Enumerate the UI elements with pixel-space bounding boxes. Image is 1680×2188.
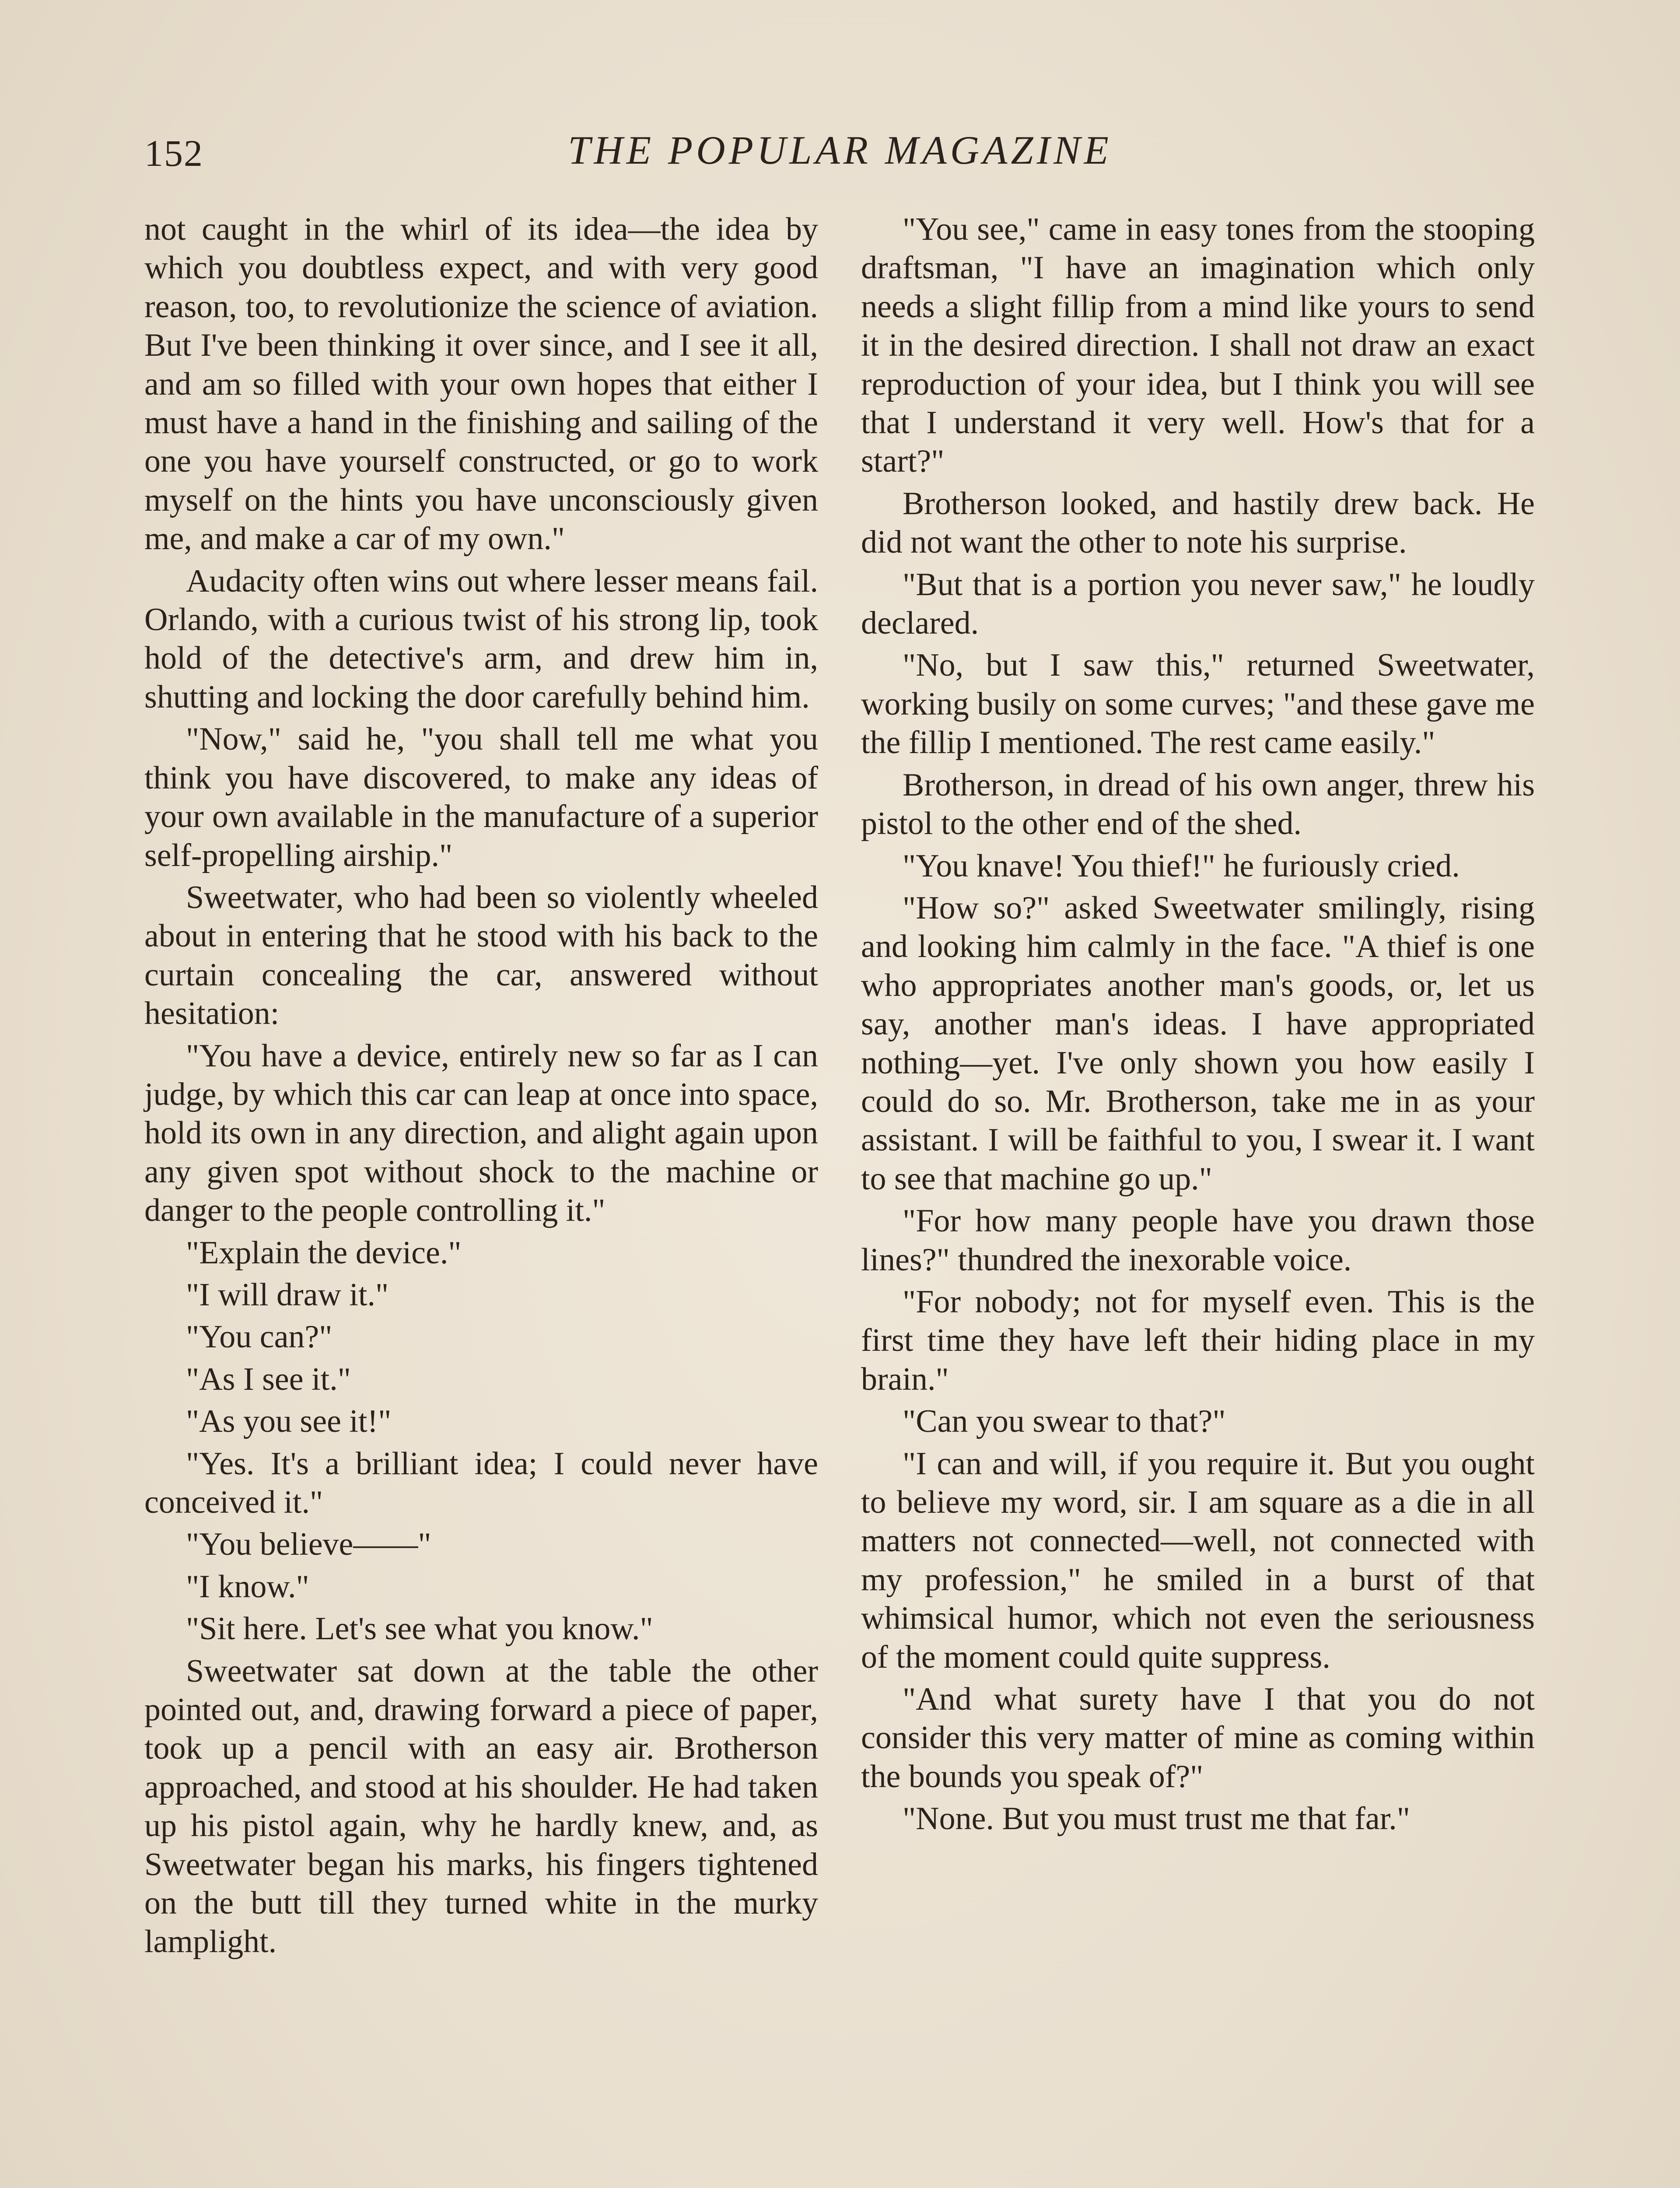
- page-number: 152: [144, 132, 203, 174]
- paragraph: Brotherson looked, and hastily drew back. He did not want the other to note his surprise.: [861, 485, 1535, 561]
- paragraph: "But that is a portion you never saw," he loudly declared.: [861, 566, 1535, 642]
- paragraph: "I know.": [186, 1568, 309, 1605]
- paragraph: not caught in the whirl of its idea—the idea by which you doubtless expect, and with very good reason, too, to revolutionize the science of aviation. But I've been thinking it over since, and I see it all, and am so filled with your own hopes that either I must have a hand in the finishing and sailing of the one you have yourself constructed, or go to work myself on the hints you have unconsciously given me, and make a car of my own.": [144, 211, 818, 557]
- paragraph: Audacity often wins out where lesser means fail. Orlando, with a curious twist of his strong lip, took hold of the detective's arm, and drew him in, shutting and locking the door carefully behind him.: [144, 563, 818, 715]
- left-column: [144, 210, 818, 1965]
- paragraph: Brotherson, in dread of his own anger, threw his pistol to the other end of the shed.: [861, 767, 1535, 842]
- paragraph: "Can you swear to that?": [903, 1403, 1226, 1440]
- paragraph: Sweetwater, who had been so violently wheeled about in entering that he stood with his back to the curtain concealing the car, answered without hesitation:: [144, 879, 818, 1032]
- paragraph: Sweetwater sat down at the table the other pointed out, and, drawing forward a piece of paper, took up a pencil with an easy air. Brotherson approached, and stood at his shoulder. He had taken up his pistol again, why he hardly knew, and, as Sweetwater began his marks, his fingers tightened on the butt till they turned white in the murky lamplight.: [144, 1653, 818, 1960]
- paragraph: "Yes. It's a brilliant idea; I could never have conceived it.": [144, 1445, 818, 1520]
- paragraph: "You knave! You thief!" he furiously cried.: [903, 848, 1460, 884]
- paragraph: "I can and will, if you require it. But you ought to believe my word, sir. I am square as a die in all matters not connected—well, not connected with my profession," he smiled in a burst of that whimsical humor, which not even the seriousness of the moment could quite suppress.: [861, 1445, 1535, 1675]
- paragraph: "How so?" asked Sweetwater smilingly, rising and looking him calmly in the face. "A thief is one who appropriates another man's goods, or, let us say, another man's ideas. I have appropriated nothing—yet. I've only shown you how easily I could do so. Mr. Brotherson, take me in as your assistant. I will be faithful to you, I swear it. I want to see that machine go up.": [861, 890, 1535, 1197]
- paragraph: "None. But you must trust me that far.": [903, 1801, 1410, 1837]
- paragraph: "For nobody; not for myself even. This is the first time they have left their hiding place in my brain.": [861, 1283, 1535, 1397]
- paragraph: "Explain the device.": [186, 1234, 462, 1271]
- paragraph: "You can?": [186, 1319, 332, 1355]
- right-column: [861, 210, 1535, 1842]
- paragraph: "Sit here. Let's see what you know.": [186, 1611, 653, 1647]
- paragraph: "No, but I saw this," returned Sweetwater, working busily on some curves; "and these gave me the fillip I mentioned. The rest came easily.": [861, 647, 1535, 761]
- paragraph: "I will draw it.": [186, 1276, 389, 1313]
- paragraph: "As I see it.": [186, 1361, 351, 1397]
- paragraph: "And what surety have I that you do not consider this very matter of mine as coming within the bounds you speak of?": [861, 1681, 1535, 1795]
- paragraph: "You have a device, entirely new so far as I can judge, by which this car can leap at once into space, hold its own in any direction, and alight again upon any given spot without shock to the machine or danger to the people controlling it.": [144, 1038, 818, 1229]
- paragraph: "Now," said he, "you shall tell me what you think you have discovered, to make any ideas of your own available in the manufacture of a superior self-propelling airship.": [144, 721, 818, 873]
- paragraph: "As you see it!": [186, 1403, 392, 1440]
- paragraph: "You see," came in easy tones from the stooping draftsman, "I have an imagination which only needs a slight fillip from a mind like yours to send it in the desired direction. I shall not draw an exact reproduction of your idea, but I think you will see that I understand it very well. How's that for a start?": [861, 211, 1535, 480]
- page-header: [144, 127, 1536, 188]
- paragraph: "For how many people have you drawn those lines?" thundred the inexorable voice.: [861, 1203, 1535, 1278]
- magazine-title: THE POPULAR MAGAZINE: [568, 128, 1112, 172]
- paragraph: "You believe——": [186, 1526, 431, 1563]
